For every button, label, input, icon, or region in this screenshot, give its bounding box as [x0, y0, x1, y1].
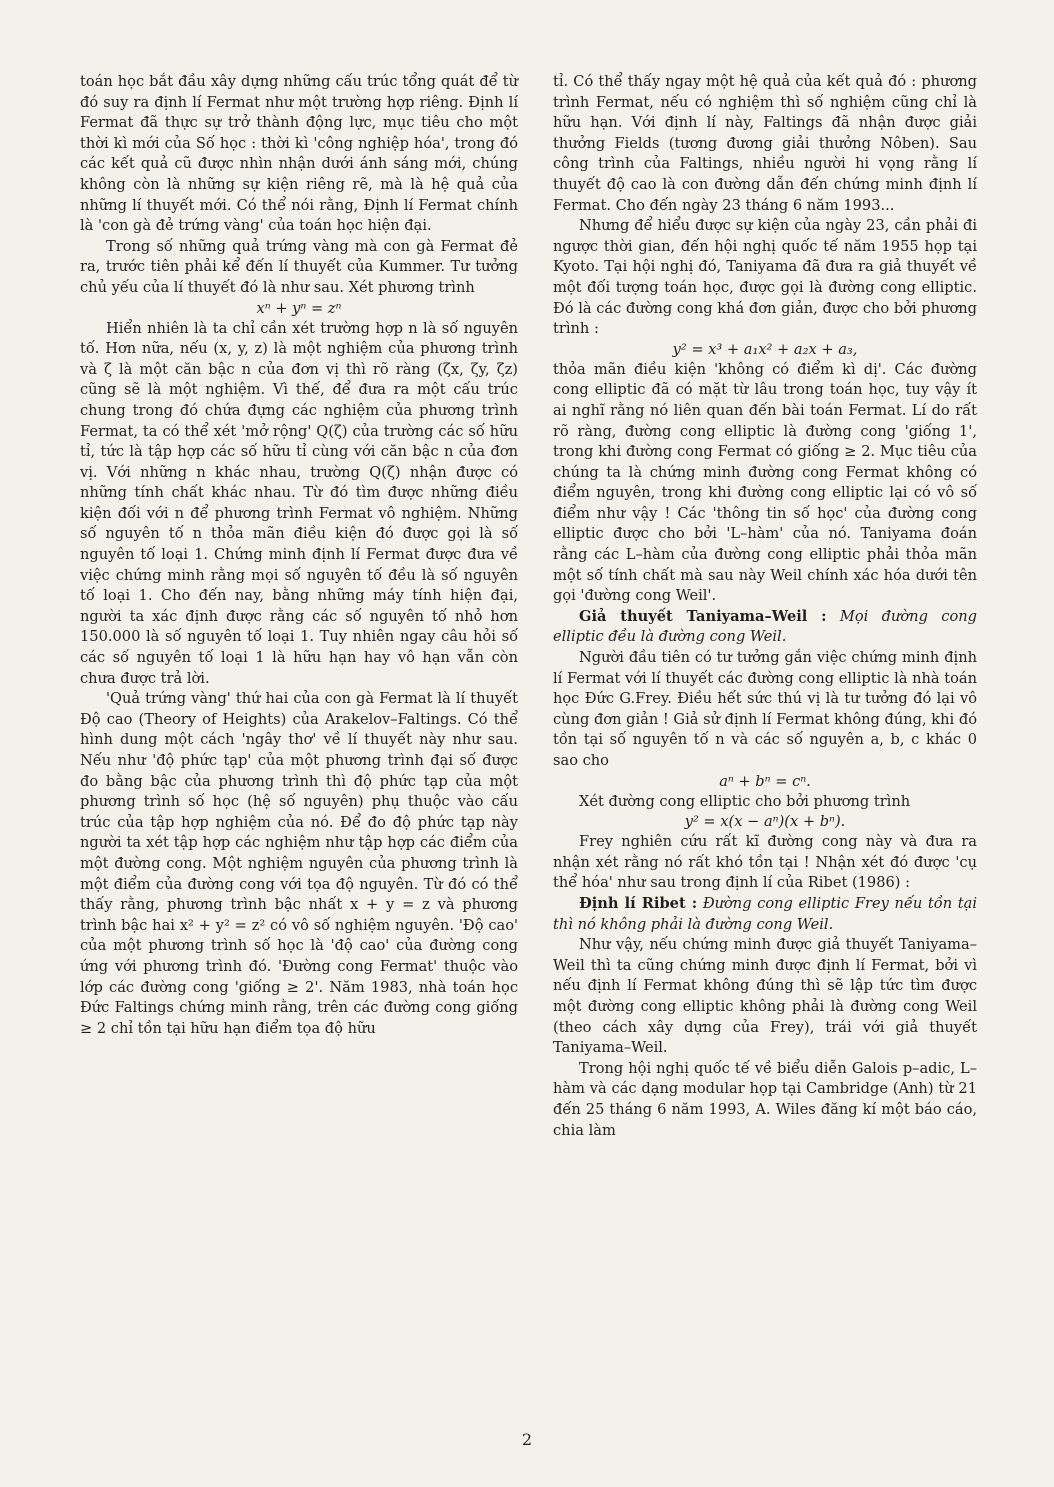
paragraph: Người đầu tiên có tư tưởng gắn việc chứng minh định lí Fermat với lí thuyết các đường cong elliptic là nhà toán học Đức G.Frey. Điều hết sức thú vị là tư tưởng đó lại vô cùng đơn giản ! Giả sử định lí Fermat không đúng, khi đó tồn tại số nguyên tố n và các số nguyên a, b, c khác 0 sao cho: [553, 649, 977, 769]
paragraph: Frey nghiên cứu rất kĩ đường cong này và đưa ra nhận xét rằng nó rất khó tồn tại ! Nhận xét đó được 'cụ thể hóa' như sau trong định lí của Ribet (1986) :: [553, 833, 977, 892]
equation-fermat-counterexample: aⁿ + bⁿ = cⁿ.: [719, 772, 811, 790]
paragraph: 'Quả trứng vàng' thứ hai của con gà Fermat là lí thuyết Độ cao (Theory of Heights) của Arakelov–Faltings. Có thể hình dung một cách 'ngây thơ' về lí thuyết này như sau. Nếu như 'độ phức tạp' của một phương trình đại số được đo bằng bậc của phương trình thì độ phức tạp của một phương trình số học (hệ số nguyên) phụ thuộc vào cấu trúc của tập hợp nghiệm của nó. Để đo độ phức tạp này người ta xét tập hợp các nghiệm như tập hợp các điểm của một đường cong. Một nghiệm nguyên của phương trình là một điểm của đường cong với tọa độ nguyên. Từ đó có thể thấy rằng, phương trình bậc nhất x + y = z và phương trình bậc hai x² + y² = z² có vô số nghiệm nguyên. 'Độ cao' của một phương trình số học là 'độ cao' của đường cong ứng với phương trình đó. 'Đường cong Fermat' thuộc vào lớp các đường cong 'giống ≥ 2'. Năm 1983, nhà toán học Đức Faltings chứng minh rằng, trên các đường cong giống ≥ 2 chỉ tồn tại hữu hạn điểm tọa độ hữu: [80, 690, 518, 1037]
paragraph: Trong số những quả trứng vàng mà con gà Fermat đẻ ra, trước tiên phải kể đến lí thuyết của Kummer. Tư tưởng chủ yếu của lí thuyết đó là như sau. Xét phương trình: [80, 237, 518, 296]
conjecture-statement: Mọi đường cong elliptic đều là đường cong Weil.: [553, 607, 977, 646]
paragraph: Nhưng để hiểu được sự kiện của ngày 23, cần phải đi ngược thời gian, đến hội nghị quốc tế năm 1955 họp tại Kyoto. Tại hội nghị đó, Taniyama đã đưa ra giả thuyết về một đối tượng toán học, được gọi là đường cong elliptic. Đó là các đường cong khá đơn giản, được cho bởi phương trình :: [553, 217, 977, 338]
conjecture-taniyama-weil: [553, 607, 977, 648]
paragraph: toán học bắt đầu xây dựng những cấu trúc tổng quát để từ đó suy ra định lí Fermat như một trường hợp riêng. Định lí Fermat đã thực sự trở thành động lực, mục tiêu cho một thời kì mới của Số học : thời kì 'công nghiệp hóa', trong đó các kết quả cũ được nhìn nhận dưới ánh sáng mới, chúng không còn là những sự kiện riêng rẽ, mà là hệ quả của những lí thuyết mới. Có thể nói rằng, Định lí Fermat chính là 'con gà đẻ trứng vàng' của toán học hiện đại.: [80, 73, 518, 235]
paragraph: Xét đường cong elliptic cho bởi phương trình: [579, 792, 911, 810]
theorem-ribet: [553, 894, 977, 935]
equation-frey-curve: y² = x(x − aⁿ)(x + bⁿ).: [684, 813, 846, 831]
paragraph: Hiển nhiên là ta chỉ cần xét trường hợp n là số nguyên tố. Hơn nữa, nếu (x, y, z) là một nghiệm của phương trình và ζ là một căn bậc n của đơn vị thì rõ ràng (ζx, ζy, ζz) cũng sẽ là một nghiệm. Vì thế, để đưa ra một cấu trúc chung trong đó chứa đựng các nghiệm của phương trình Fermat, ta có thể xét 'mở rộng' Q(ζ) của trường các số hữu tỉ, tức là tập hợp các số hữu tỉ cùng với căn bậc n của đơn vị. Với những n khác nhau, trường Q(ζ) nhận được có những tính chất khác nhau. Từ đó tìm được những điều kiện đối với n để phương trình Fermat vô nghiệm. Những số nguyên tố n thỏa mãn điều kiện đó được gọi là số nguyên tố loại 1. Chứng minh định lí Fermat được đưa về việc chứng minh rằng mọi số nguyên tố đều là số nguyên tố loại 1. Cho đến nay, bằng những máy tính hiện đại, người ta xác định được rằng các số nguyên tố nhỏ hơn 150.000 là số nguyên tố loại 1. Tuy nhiên ngay câu hỏi số các số nguyên tố loại 1 là hữu hạn hay vô hạn vẫn còn chưa được trả lời.: [80, 319, 518, 687]
equation-elliptic: y² = x³ + a₁x² + a₂x + a₃,: [672, 340, 858, 358]
equation-fermat: xⁿ + yⁿ = zⁿ: [256, 299, 342, 317]
left-column: [80, 72, 518, 1039]
page-number: 2: [521, 1430, 533, 1449]
paragraph: tỉ. Có thể thấy ngay một hệ quả của kết quả đó : phương trình Fermat, nếu có nghiệm thì số nghiệm cũng chỉ là hữu hạn. Với định lí này, Faltings đã nhận được giải thưởng Fields (tương đương giải thưởng Nôben). Sau công trình của Faltings, nhiều người hi vọng rằng lí thuyết độ cao là con đường dẫn đến chứng minh định lí Fermat. Cho đến ngày 23 tháng 6 năm 1993...: [553, 73, 977, 214]
paragraph: thỏa mãn điều kiện 'không có điểm kì dị'. Các đường cong elliptic đã có mặt từ lâu trong toán học, tuy vậy ít ai nghĩ rằng nó liên quan đến bài toán Fermat. Lí do rất rõ ràng, đường cong elliptic là đường cong 'giống 1', trong khi đường cong Fermat có giống ≥ 2. Mục tiêu của chúng ta là chứng minh đường cong Fermat không có điểm nguyên, trong khi đường cong elliptic lại có vô số điểm như vậy ! Các 'thông tin số học' của đường cong elliptic được cho bởi 'L–hàm' của nó. Taniyama đoán rằng các L–hàm của đường cong elliptic phải thỏa mãn một số tính chất mà sau này Weil chính xác hóa dưới tên gọi 'đường cong Weil'.: [553, 360, 977, 605]
theorem-label: Định lí Ribet :: [579, 894, 698, 912]
paragraph: Như vậy, nếu chứng minh được giả thuyết Taniyama–Weil thì ta cũng chứng minh được định lí Fermat, bởi vì nếu định lí Fermat không đúng thì sẽ lập tức tìm được một đường cong elliptic không phải là đường cong Weil (theo cách xây dựng của Frey), trái với giả thuyết Taniyama–Weil.: [553, 936, 977, 1057]
paragraph: Trong hội nghị quốc tế về biểu diễn Galois p–adic, L–hàm và các dạng modular họp tại Cambridge (Anh) từ 21 đến 25 tháng 6 năm 1993, A. Wiles đăng kí một báo cáo, chia làm: [553, 1059, 977, 1139]
theorem-statement: Đường cong elliptic Frey nếu tồn tại thì nó không phải là đường cong Weil.: [553, 894, 977, 933]
conjecture-label: Giả thuyết Taniyama–Weil :: [579, 607, 827, 625]
right-column: [553, 72, 977, 1141]
